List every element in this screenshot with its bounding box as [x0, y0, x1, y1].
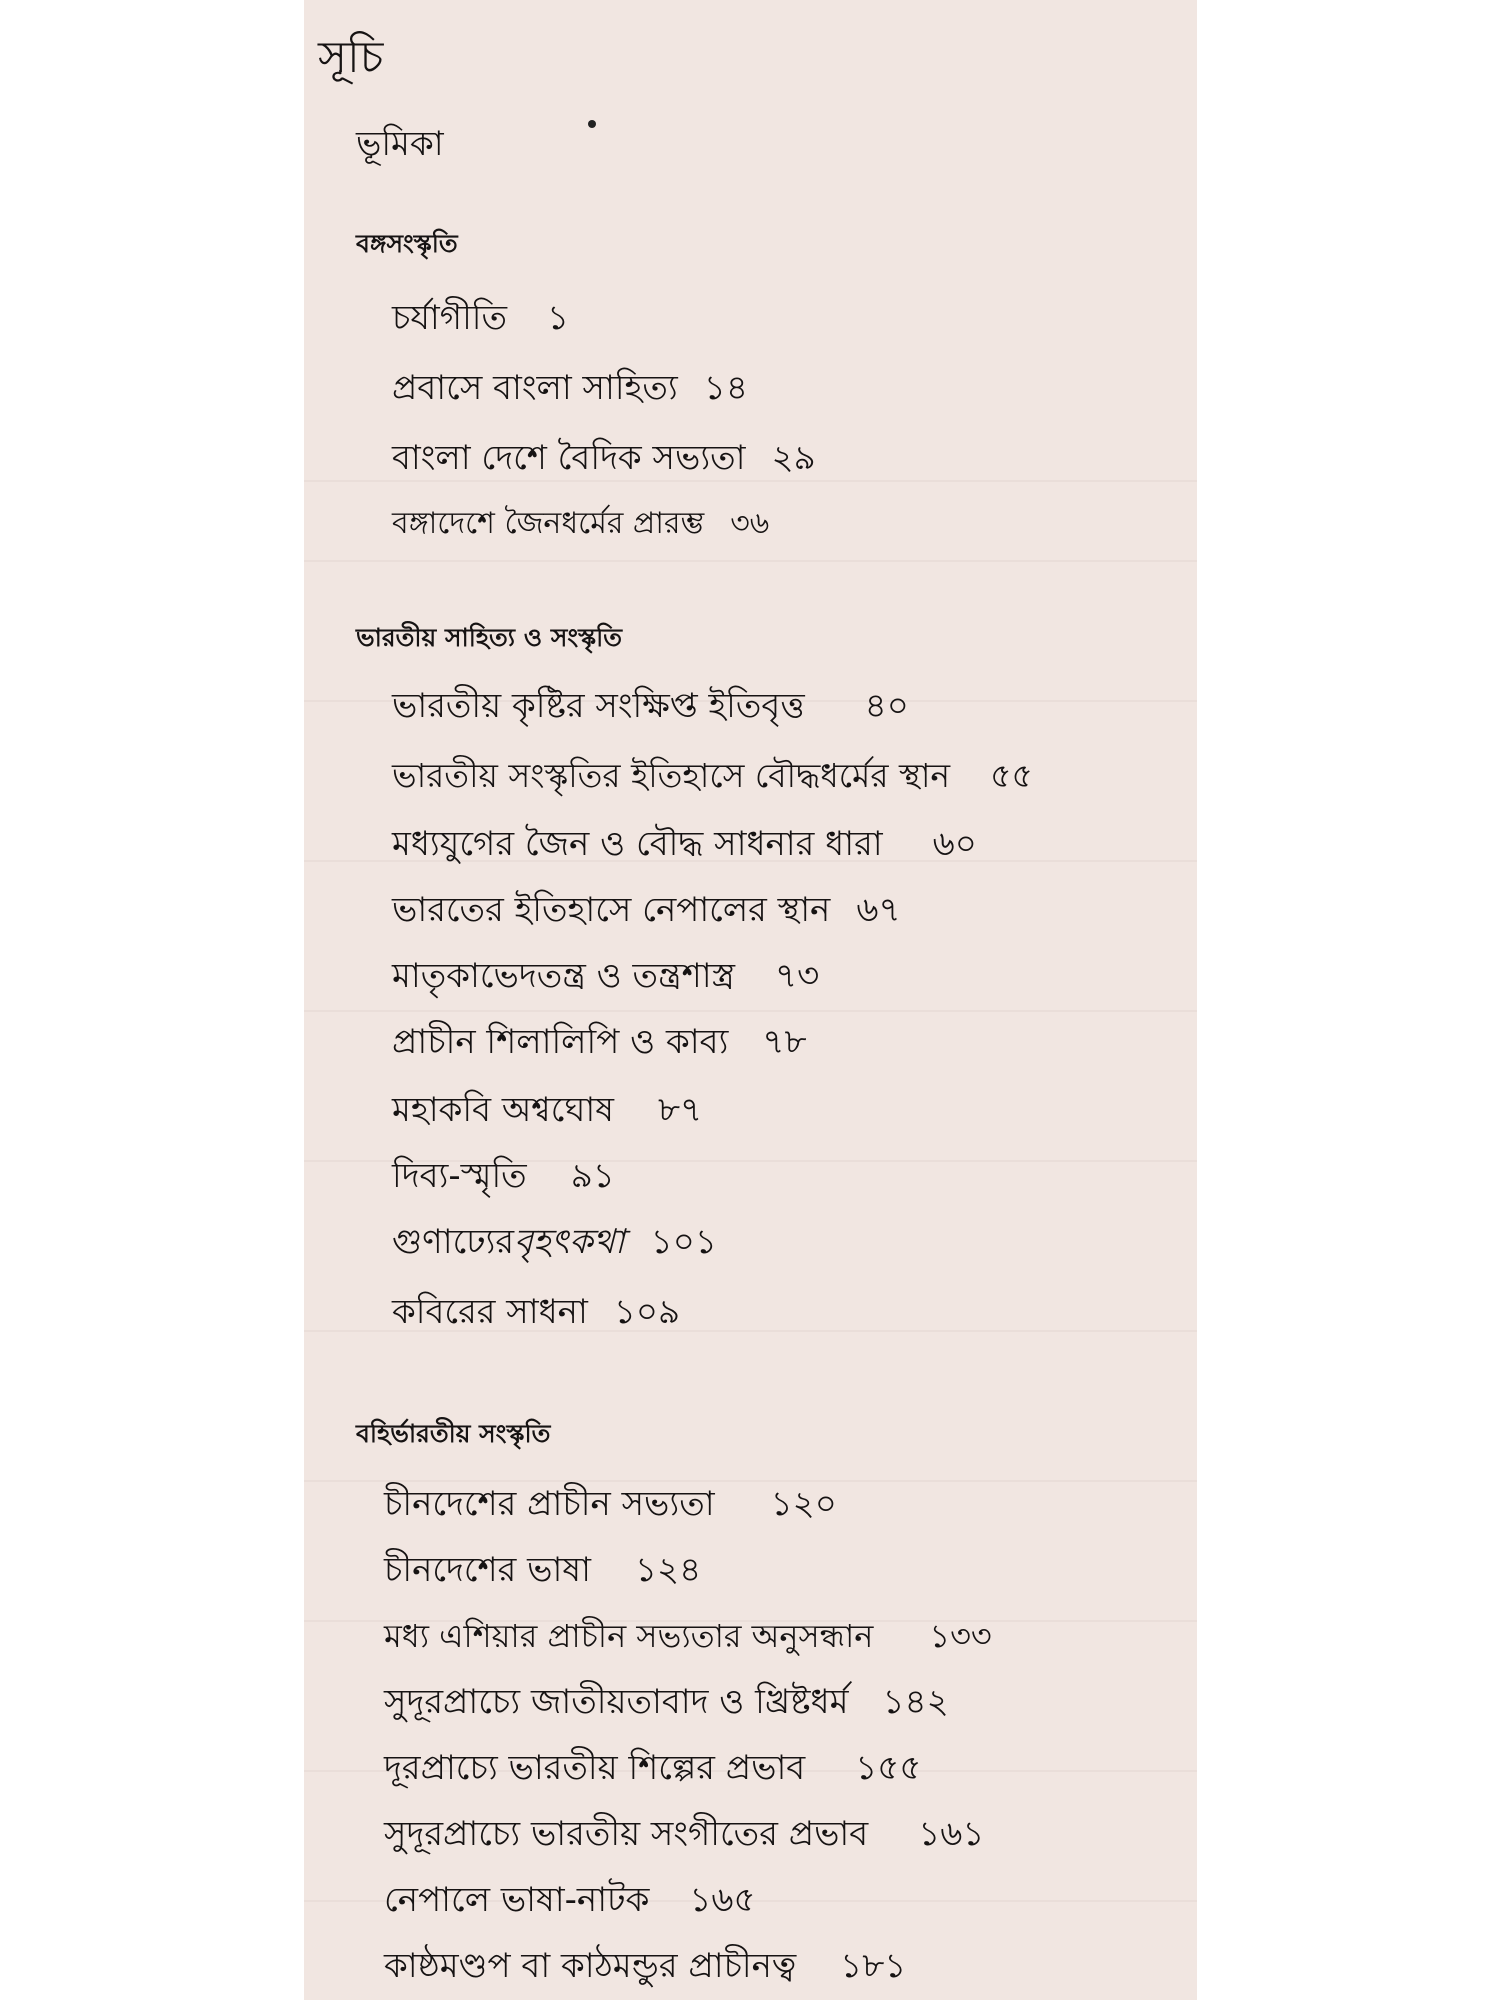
entry-label: ভারতীয় কৃষ্টির সংক্ষিপ্ত ইতিবৃত্ত [392, 686, 805, 726]
entry-page-number: ১৬১ [918, 1814, 985, 1854]
toc-entry[interactable] [392, 820, 977, 868]
toc-entry[interactable] [384, 1744, 921, 1792]
contents-title: সূচি [318, 32, 384, 83]
entry-page-number: ৭৩ [775, 956, 820, 996]
toc-entry[interactable] [392, 500, 769, 548]
entry-page-number: ১৬৫ [689, 1880, 756, 1920]
section-heading-greater-indian-culture: বহির্ভারতীয় সংস্কৃতি [356, 1419, 551, 1448]
entry-label: গুণাঢ্যের [392, 1222, 515, 1262]
entry-label: মধ্য এশিয়ার প্রাচীন সভ্যতার অনুসন্ধান [384, 1617, 874, 1655]
entry-label: সুদূরপ্রাচ্যে ভারতীয় সংগীতের প্রভাব [384, 1814, 869, 1854]
entry-label: চর্যাগীতি [392, 298, 508, 338]
entry-label-italic-title: বৃহৎকথা [514, 1222, 625, 1262]
entry-page-number: ৭৮ [762, 1022, 807, 1062]
toc-entry[interactable] [384, 1942, 906, 1990]
toc-entry[interactable] [392, 952, 819, 1000]
toc-entry[interactable] [392, 752, 1033, 800]
table-of-contents [304, 0, 1197, 2000]
entry-label: কবিরের সাধনা [392, 1292, 588, 1332]
entry-label: কাষ্ঠমণ্ডপ বা কাঠমন্ডুর প্রাচীনত্ব [384, 1946, 797, 1986]
entry-label: প্রাচীন শিলালিপি ও কাব্য [392, 1022, 729, 1062]
toc-entry[interactable] [392, 1218, 717, 1266]
entry-page-number: ১০৯ [613, 1292, 681, 1332]
toc-entry[interactable] [384, 1546, 701, 1594]
entry-page-number: ৪০ [864, 686, 909, 726]
entry-label: চীনদেশের প্রাচীন সভ্যতা [384, 1484, 715, 1524]
entry-page-number: ১ [547, 298, 570, 338]
entry-page-number: ৬০ [932, 824, 977, 864]
toc-entry[interactable] [392, 1288, 680, 1336]
entry-label: সুদূরপ্রাচ্যে জাতীয়তাবাদ ও খ্রিষ্টধর্ম [384, 1682, 849, 1722]
entry-label: নেপালে ভাষা-নাটক [384, 1880, 650, 1920]
toc-entry[interactable] [384, 1876, 756, 1924]
entry-page-number: ৮৭ [657, 1090, 703, 1130]
book-page [304, 0, 1197, 2000]
toc-entry[interactable] [384, 1678, 949, 1726]
toc-entry[interactable] [392, 886, 901, 934]
entry-page-number: ৫৫ [990, 756, 1033, 795]
entry-label: মহাকবি অশ্বঘোষ [392, 1090, 614, 1130]
toc-entry[interactable] [392, 1018, 807, 1066]
toc-entry[interactable] [384, 1810, 984, 1858]
entry-page-number: ১৪২ [882, 1682, 949, 1722]
ink-mark [588, 120, 596, 128]
entry-page-number: ১২০ [770, 1484, 837, 1524]
entry-page-number: ১৪ [703, 368, 748, 408]
entry-label: বাংলা দেশে বৈদিক সভ্যতা [392, 438, 746, 478]
toc-entry[interactable] [392, 1152, 615, 1200]
entry-label: দিব্য-স্মৃতি [392, 1156, 527, 1196]
entry-page-number: ৯১ [570, 1156, 615, 1196]
entry-label: দূরপ্রাচ্যে ভারতীয় শিল্পের প্রভাব [384, 1748, 806, 1788]
entry-label: ভারতের ইতিহাসে নেপালের স্থান [392, 890, 831, 930]
entry-label: মধ্যযুগের জৈন ও বৌদ্ধ সাধনার ধারা [392, 824, 883, 864]
toc-entry[interactable] [392, 294, 569, 342]
toc-entry[interactable] [384, 1612, 992, 1660]
entry-label: বঙ্গাদেশে জৈনধর্মের প্রারম্ভ [392, 506, 705, 541]
toc-entry[interactable] [392, 682, 909, 730]
entry-label: মাতৃকাভেদতন্ত্র ও তন্ত্রশাস্ত্র [392, 956, 736, 996]
toc-entry[interactable] [392, 1086, 702, 1134]
section-heading-bengal-culture: বঙ্গসংস্কৃতি [356, 229, 458, 258]
entry-page-number: ১২৪ [634, 1550, 702, 1590]
section-heading-indian-literature-culture: ভারতীয় সাহিত্য ও সংস্কৃতি [356, 623, 623, 652]
entry-label: চীনদেশের ভাষা [384, 1550, 591, 1590]
toc-entry-preface[interactable] [356, 120, 444, 168]
entry-page-number: ১৫৫ [855, 1748, 922, 1788]
entry-page-number: ৩৬ [730, 506, 770, 541]
entry-label: ভারতীয় সংস্কৃতির ইতিহাসে বৌদ্ধধর্মের স্থান [392, 756, 951, 795]
entry-page-number: ১০১ [650, 1222, 717, 1262]
entry-label: প্রবাসে বাংলা সাহিত্য [392, 368, 678, 408]
entry-page-number: ৬৭ [856, 890, 901, 930]
entry-page-number: ১৩৩ [929, 1617, 992, 1655]
entry-page-number: ২৯ [771, 438, 816, 478]
entry-page-number: ১৮১ [840, 1946, 907, 1986]
toc-entry[interactable] [384, 1480, 837, 1528]
toc-entry[interactable] [392, 364, 748, 412]
entry-label: ভূমিকা [356, 124, 444, 164]
toc-entry[interactable] [392, 434, 816, 482]
